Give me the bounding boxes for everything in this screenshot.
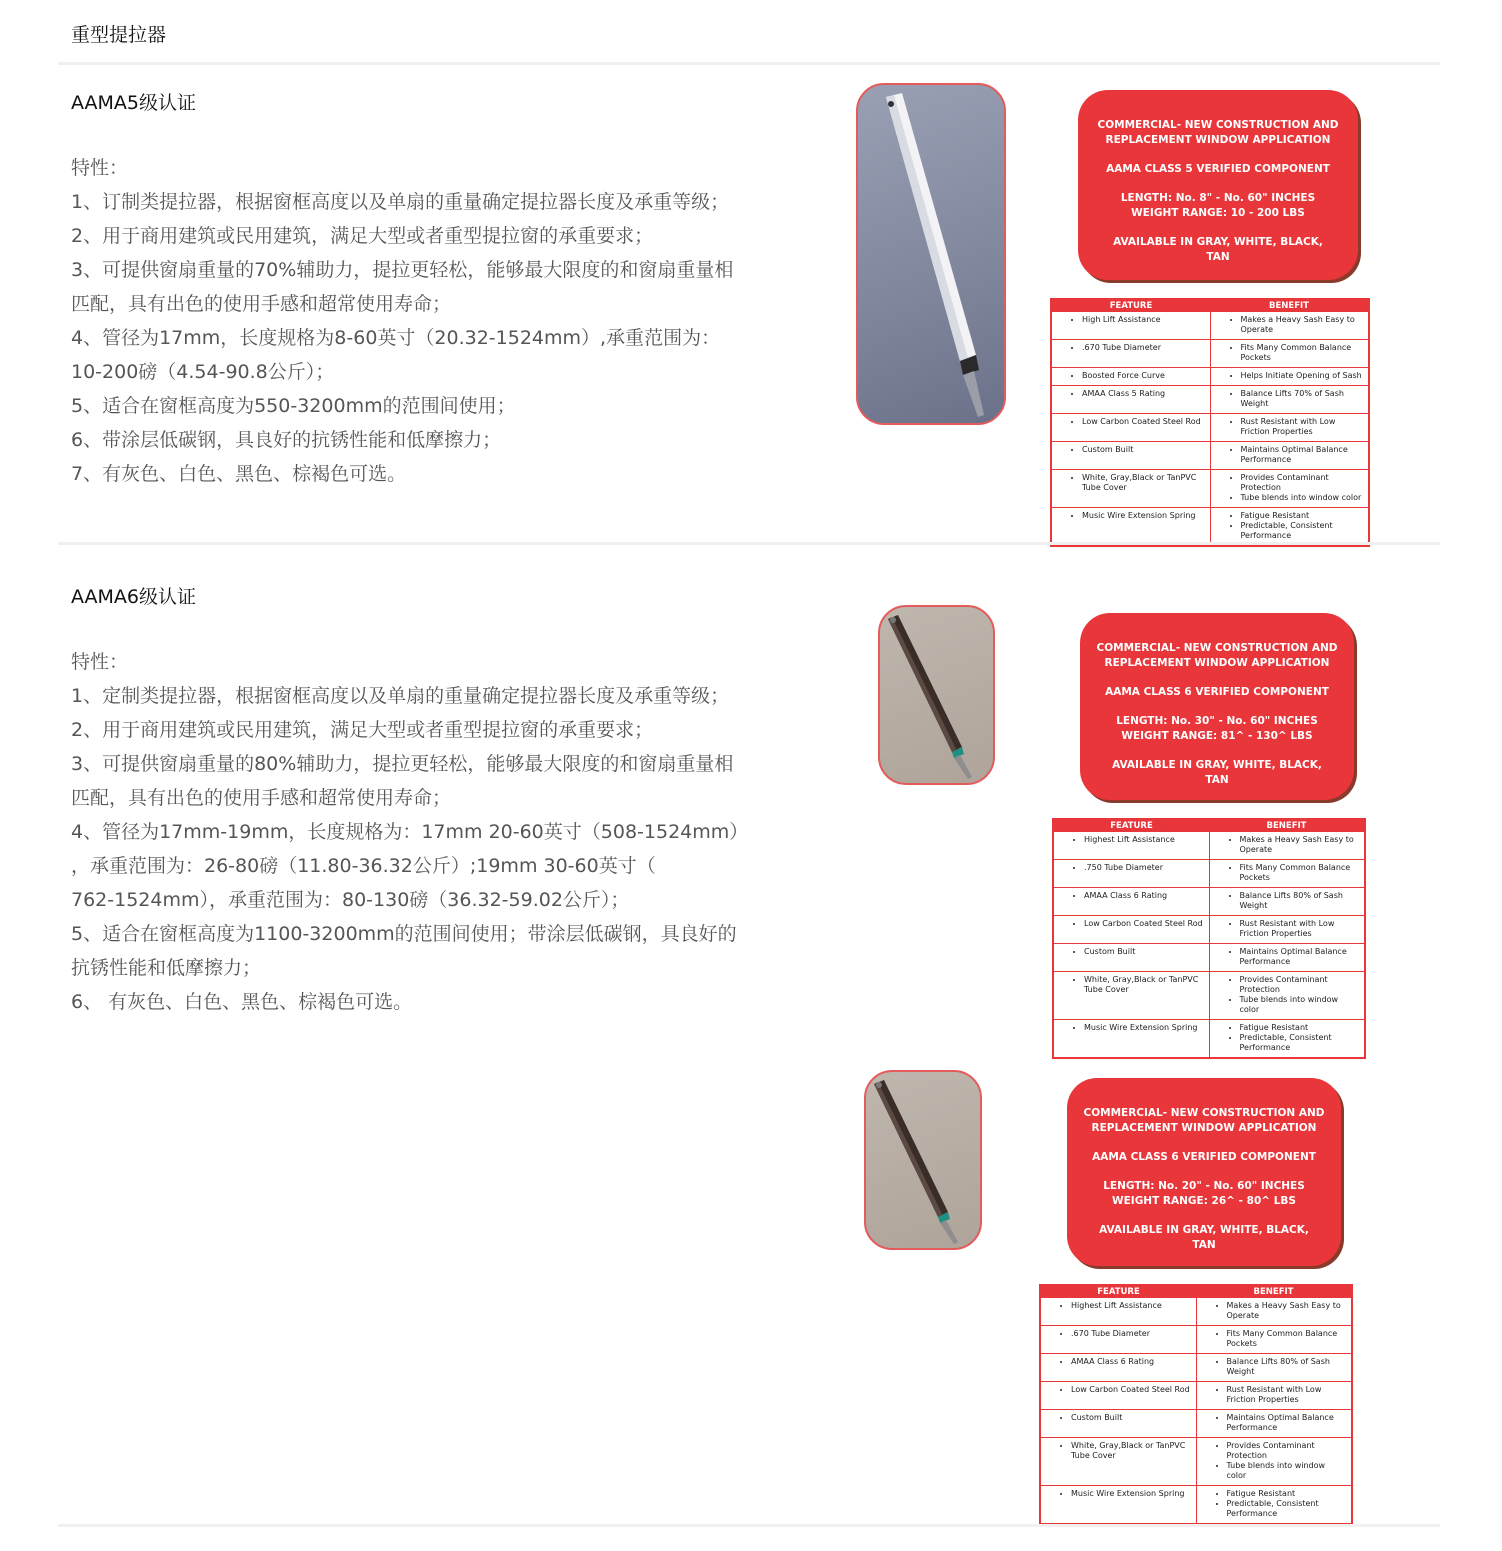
table-header: FEATURE — [1051, 299, 1210, 312]
table-row — [1051, 508, 1369, 547]
benefit-item: • Maintains Optimal Balance Performance — [1240, 947, 1361, 967]
table-row — [1051, 340, 1369, 368]
text-line: 匹配，具有出色的使用手感和超常使用寿命； — [71, 293, 452, 315]
benefit-cell — [1196, 1298, 1352, 1326]
table-row — [1040, 1298, 1352, 1326]
feature-cell — [1053, 916, 1209, 944]
feature-item: • Custom Built — [1084, 947, 1205, 957]
feature-item: • Low Carbon Coated Steel Rod — [1082, 417, 1206, 427]
benefit-item: • Balance Lifts 80% of Sash Weight — [1227, 1357, 1348, 1377]
feature-cell — [1051, 312, 1210, 340]
table-row — [1040, 1326, 1352, 1354]
benefit-cell — [1210, 340, 1369, 368]
benefit-item: • Fits Many Common Balance Pockets — [1241, 343, 1365, 363]
text-line: 1、定制类提拉器，根据窗框高度以及单扇的重量确定提拉器长度及承重等级； — [71, 685, 730, 707]
table-row — [1053, 1020, 1365, 1059]
table-row — [1051, 470, 1369, 508]
benefit-cell — [1209, 916, 1365, 944]
feature-cell — [1051, 442, 1210, 470]
feature-cell — [1053, 888, 1209, 916]
table-row — [1040, 1354, 1352, 1382]
table-header: BENEFIT — [1196, 1285, 1352, 1298]
feature-cell — [1051, 508, 1210, 547]
text-line: 匹配，具有出色的使用手感和超常使用寿命； — [71, 787, 452, 809]
benefit-item: • Rust Resistant with Low Friction Properties — [1227, 1385, 1348, 1405]
text-line: 抗锈性能和低摩擦力； — [71, 957, 262, 979]
spec-card-aama6 — [1080, 613, 1354, 800]
feature-cell — [1040, 1354, 1196, 1382]
table-row — [1053, 832, 1365, 860]
benefit-cell — [1210, 312, 1369, 340]
benefit-item: • Makes a Heavy Sash Easy to Operate — [1241, 315, 1365, 335]
benefit-item: • Makes a Heavy Sash Easy to Operate — [1227, 1301, 1348, 1321]
benefit-cell — [1196, 1410, 1352, 1438]
text-line: 3、可提供窗扇重量的80%辅助力，提拉更轻松，能够最大限度的和窗扇重量相 — [71, 753, 734, 775]
benefit-cell — [1210, 442, 1369, 470]
text-line: 3、可提供窗扇重量的70%辅助力，提拉更轻松，能够最大限度的和窗扇重量相 — [71, 259, 734, 281]
table-row — [1040, 1382, 1352, 1410]
benefit-item: • Maintains Optimal Balance Performance — [1227, 1413, 1348, 1433]
feature-cell — [1053, 860, 1209, 888]
table-body — [1053, 832, 1365, 1059]
section-title-aama6: AAMA6级认证 — [71, 586, 197, 608]
features-text-aama6 — [71, 645, 771, 1019]
table-row — [1051, 414, 1369, 442]
divider — [58, 1524, 1440, 1527]
benefit-cell — [1209, 972, 1365, 1020]
benefit-cell — [1210, 386, 1369, 414]
page-title: 重型提拉器 — [71, 24, 167, 46]
feature-cell — [1040, 1438, 1196, 1486]
text-line: 特性： — [71, 651, 129, 673]
card-line: WEIGHT RANGE: 26^ - 80^ LBS — [1112, 1195, 1296, 1207]
table-row — [1053, 916, 1365, 944]
feature-item: • Music Wire Extension Spring — [1084, 1023, 1205, 1033]
benefit-item: • Rust Resistant with Low Friction Properties — [1240, 919, 1361, 939]
feature-cell — [1051, 368, 1210, 386]
benefit-cell — [1196, 1326, 1352, 1354]
feature-item: • .670 Tube Diameter — [1071, 1329, 1192, 1339]
text-line: 5、适合在窗框高度为1100-3200mm的范围间使用；带涂层低碳钢，具良好的 — [71, 923, 737, 945]
benefit-item: • Predictable, Consistent Performance — [1240, 1033, 1361, 1053]
table-row — [1040, 1410, 1352, 1438]
text-line: 2、用于商用建筑或民用建筑，满足大型或者重型提拉窗的承重要求； — [71, 225, 654, 247]
benefit-item: • Balance Lifts 80% of Sash Weight — [1240, 891, 1361, 911]
feature-item: • Custom Built — [1071, 1413, 1192, 1423]
table-row — [1051, 386, 1369, 414]
feature-cell — [1051, 340, 1210, 368]
benefit-item: • Predictable, Consistent Performance — [1241, 521, 1365, 541]
card-line: COMMERCIAL- NEW CONSTRUCTION AND — [1097, 119, 1339, 131]
text-line: 762-1524mm），承重范围为：80-130磅（36.32-59.02公斤）； — [71, 889, 630, 911]
feature-item: • .750 Tube Diameter — [1084, 863, 1205, 873]
card-line: AAMA CLASS 5 VERIFIED COMPONENT — [1106, 163, 1330, 175]
card-line: AAMA CLASS 6 VERIFIED COMPONENT — [1092, 1151, 1316, 1163]
feature-item: • Highest Lift Assistance — [1084, 835, 1205, 845]
feature-item: • Low Carbon Coated Steel Rod — [1071, 1385, 1192, 1395]
benefit-item: • Tube blends into window color — [1227, 1461, 1348, 1481]
benefit-item: • Tube blends into window color — [1240, 995, 1361, 1015]
rod-illustration — [866, 1072, 980, 1248]
feature-item: • .670 Tube Diameter — [1082, 343, 1206, 353]
feature-table-aama5 — [1050, 298, 1370, 547]
feature-cell — [1040, 1410, 1196, 1438]
divider — [58, 542, 1440, 545]
feature-cell — [1053, 832, 1209, 860]
feature-table-aama6 — [1052, 818, 1366, 1059]
table-header: BENEFIT — [1209, 819, 1365, 832]
table-row — [1053, 944, 1365, 972]
feature-item: • Custom Built — [1082, 445, 1206, 455]
feature-item: • Boosted Force Curve — [1082, 371, 1206, 381]
feature-item: • AMAA Class 5 Rating — [1082, 389, 1206, 399]
benefit-cell — [1209, 832, 1365, 860]
card-line: AAMA CLASS 6 VERIFIED COMPONENT — [1105, 686, 1329, 698]
benefit-cell — [1209, 1020, 1365, 1059]
benefit-item: • Makes a Heavy Sash Easy to Operate — [1240, 835, 1361, 855]
feature-cell — [1040, 1298, 1196, 1326]
card-line: AVAILABLE IN GRAY, WHITE, BLACK, — [1113, 236, 1323, 248]
text-line: 6、 有灰色、白色、黑色、棕褐色可选。 — [71, 991, 413, 1013]
feature-cell — [1040, 1382, 1196, 1410]
text-line: 7、有灰色、白色、黑色、棕褐色可选。 — [71, 463, 407, 485]
feature-item: • AMAA Class 6 Rating — [1084, 891, 1205, 901]
text-line: ，承重范围为：26-80磅（11.80-36.32公斤）;19mm 30-60英寸（ — [71, 855, 656, 877]
card-line: REPLACEMENT WINDOW APPLICATION — [1104, 657, 1330, 669]
benefit-item: • Predictable, Consistent Performance — [1227, 1499, 1348, 1519]
rod-illustration — [880, 607, 993, 783]
feature-item: • Highest Lift Assistance — [1071, 1301, 1192, 1311]
text-line: 1、订制类提拉器，根据窗框高度以及单扇的重量确定提拉器长度及承重等级； — [71, 191, 730, 213]
card-line: TAN — [1206, 251, 1230, 263]
benefit-cell — [1196, 1354, 1352, 1382]
card-line: LENGTH: No. 8" - No. 60" INCHES — [1120, 192, 1316, 204]
benefit-item: • Provides Contaminant Protection — [1240, 975, 1361, 995]
feature-item: • White, Gray,Black or TanPVC Tube Cover — [1082, 473, 1206, 493]
card-line: TAN — [1192, 1239, 1216, 1251]
product-photo-dark-rod-2 — [864, 1070, 982, 1250]
table-row — [1051, 442, 1369, 470]
table-row — [1053, 972, 1365, 1020]
card-line: REPLACEMENT WINDOW APPLICATION — [1091, 1122, 1317, 1134]
benefit-item: • Fatigue Resistant — [1227, 1489, 1348, 1499]
benefit-cell — [1209, 860, 1365, 888]
feature-cell — [1051, 414, 1210, 442]
table-header: FEATURE — [1053, 819, 1209, 832]
table-body — [1051, 312, 1369, 547]
feature-cell — [1040, 1486, 1196, 1525]
feature-table-aama6-alt — [1039, 1284, 1353, 1525]
benefit-item: • Fits Many Common Balance Pockets — [1240, 863, 1361, 883]
card-line: LENGTH: No. 20" - No. 60" INCHES — [1103, 1180, 1305, 1192]
benefit-cell — [1210, 470, 1369, 508]
table-body — [1040, 1298, 1352, 1525]
feature-item: • White, Gray,Black or TanPVC Tube Cover — [1084, 975, 1205, 995]
card-line: AVAILABLE IN GRAY, WHITE, BLACK, — [1099, 1224, 1309, 1236]
features-text-aama5 — [71, 151, 771, 491]
benefit-item: • Balance Lifts 70% of Sash Weight — [1241, 389, 1365, 409]
feature-item: • Low Carbon Coated Steel Rod — [1084, 919, 1205, 929]
card-line: WEIGHT RANGE: 10 - 200 LBS — [1131, 207, 1305, 219]
divider — [58, 62, 1440, 65]
feature-item: • AMAA Class 6 Rating — [1071, 1357, 1192, 1367]
card-line: COMMERCIAL- NEW CONSTRUCTION AND — [1083, 1107, 1325, 1119]
table-row — [1040, 1438, 1352, 1486]
text-line: 4、管径为17mm-19mm，长度规格为：17mm 20-60英寸（508-1524mm） — [71, 821, 749, 843]
product-photo-dark-rod — [878, 605, 995, 785]
card-line: AVAILABLE IN GRAY, WHITE, BLACK, — [1112, 759, 1322, 771]
text-line: 5、适合在窗框高度为550-3200mm的范围间使用； — [71, 395, 516, 417]
table-row — [1053, 888, 1365, 916]
table-row — [1040, 1486, 1352, 1525]
benefit-cell — [1196, 1486, 1352, 1525]
feature-cell — [1053, 944, 1209, 972]
rod-illustration — [858, 85, 1004, 423]
table-header: FEATURE — [1040, 1285, 1196, 1298]
card-line: WEIGHT RANGE: 81^ - 130^ LBS — [1121, 730, 1313, 742]
feature-cell — [1051, 470, 1210, 508]
spec-card-aama6-alt — [1067, 1078, 1341, 1266]
card-line: REPLACEMENT WINDOW APPLICATION — [1105, 134, 1331, 146]
feature-item: • High Lift Assistance — [1082, 315, 1206, 325]
feature-cell — [1053, 972, 1209, 1020]
benefit-item: • Fits Many Common Balance Pockets — [1227, 1329, 1348, 1349]
card-line: LENGTH: No. 30" - No. 60" INCHES — [1116, 715, 1318, 727]
feature-cell — [1051, 386, 1210, 414]
section-title-aama5: AAMA5级认证 — [71, 92, 197, 114]
benefit-cell — [1210, 414, 1369, 442]
text-line: 2、用于商用建筑或民用建筑，满足大型或者重型提拉窗的承重要求； — [71, 719, 654, 741]
feature-item: • Music Wire Extension Spring — [1082, 511, 1206, 521]
benefit-item: • Provides Contaminant Protection — [1241, 473, 1365, 493]
table-header: BENEFIT — [1210, 299, 1369, 312]
feature-cell — [1053, 1020, 1209, 1059]
benefit-item: • Rust Resistant with Low Friction Properties — [1241, 417, 1365, 437]
text-line: 特性： — [71, 157, 129, 179]
table-row — [1051, 368, 1369, 386]
card-line: TAN — [1205, 774, 1229, 786]
benefit-cell — [1210, 368, 1369, 386]
feature-item: • Music Wire Extension Spring — [1071, 1489, 1192, 1499]
benefit-item: • Provides Contaminant Protection — [1227, 1441, 1348, 1461]
benefit-cell — [1196, 1438, 1352, 1486]
benefit-cell — [1210, 508, 1369, 547]
table-row — [1051, 312, 1369, 340]
table-row — [1053, 860, 1365, 888]
card-line: COMMERCIAL- NEW CONSTRUCTION AND — [1096, 642, 1338, 654]
text-line: 10-200磅（4.54-90.8公斤）； — [71, 361, 335, 383]
benefit-item: • Maintains Optimal Balance Performance — [1241, 445, 1365, 465]
benefit-item: • Helps Initiate Opening of Sash — [1241, 371, 1365, 381]
benefit-cell — [1196, 1382, 1352, 1410]
spec-card-aama5 — [1078, 90, 1358, 280]
benefit-cell — [1209, 944, 1365, 972]
benefit-item: • Fatigue Resistant — [1240, 1023, 1361, 1033]
text-line: 4、管径为17mm，长度规格为8-60英寸（20.32-1524mm）,承重范围为： — [71, 327, 721, 349]
text-line: 6、带涂层低碳钢，具良好的抗锈性能和低摩擦力； — [71, 429, 502, 451]
feature-cell — [1040, 1326, 1196, 1354]
product-photo-white-rod — [856, 83, 1006, 425]
feature-item: • White, Gray,Black or TanPVC Tube Cover — [1071, 1441, 1192, 1461]
benefit-item: • Tube blends into window color — [1241, 493, 1365, 503]
benefit-cell — [1209, 888, 1365, 916]
benefit-item: • Fatigue Resistant — [1241, 511, 1365, 521]
